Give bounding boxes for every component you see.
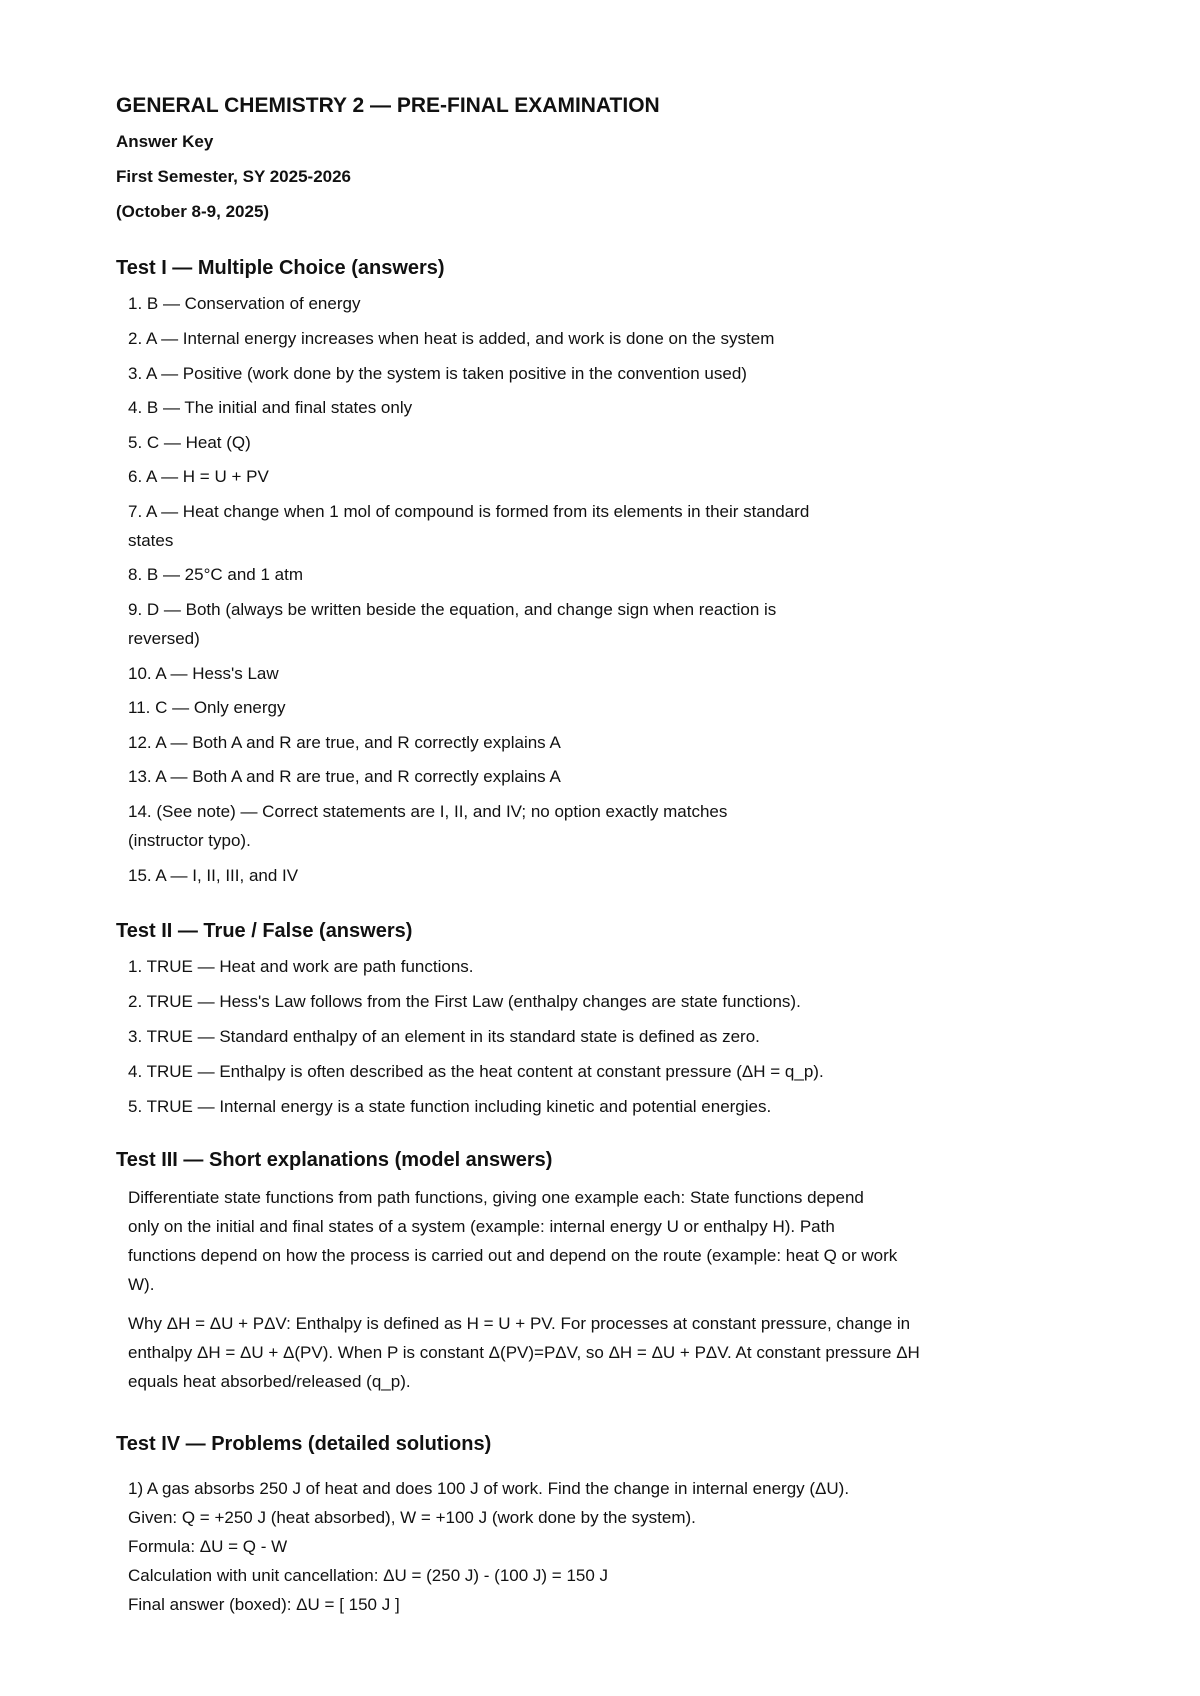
test4-line: Given: Q = +250 J (heat absorbed), W = +100 J (work done by the system). <box>128 1508 696 1527</box>
document-semester: First Semester, SY 2025-2026 <box>116 167 352 186</box>
test3-line: W). <box>128 1275 155 1294</box>
test1-line: 2. A — Internal energy increases when heat is added, and work is done on the system <box>128 329 775 348</box>
test3-line: only on the initial and final states of a system (example: internal energy U or enthalpy H). Path <box>128 1217 835 1236</box>
test1-line: (instructor typo). <box>128 831 251 850</box>
test3-line: Differentiate state functions from path functions, giving one example each: State functions depend <box>128 1188 864 1207</box>
test3-line: functions depend on how the process is carried out and depend on the route (example: heat Q or work <box>128 1246 898 1265</box>
test2-line: 5. TRUE — Internal energy is a state function including kinetic and potential energies. <box>128 1097 772 1116</box>
test2-line: 1. TRUE — Heat and work are path functions. <box>128 957 474 976</box>
test3-line: equals heat absorbed/released (q_p). <box>128 1372 411 1391</box>
test4-line: Final answer (boxed): ΔU = [ 150 J ] <box>128 1595 400 1614</box>
test1-line: 6. A — H = U + PV <box>128 467 269 486</box>
document-subtitle: Answer Key <box>116 132 214 151</box>
test1-line: 15. A — I, II, III, and IV <box>128 866 299 885</box>
test1-line: 9. D — Both (always be written beside the equation, and change sign when reaction is <box>128 600 777 619</box>
test3-heading: Test III — Short explanations (model answers) <box>116 1149 553 1171</box>
test1-line: 8. B — 25°C and 1 atm <box>128 565 303 584</box>
test4-line: Calculation with unit cancellation: ΔU = (250 J) - (100 J) = 150 J <box>128 1566 609 1585</box>
test4-line: Formula: ΔU = Q - W <box>128 1537 288 1556</box>
test1-line: 11. C — Only energy <box>128 698 286 717</box>
test1-heading: Test I — Multiple Choice (answers) <box>116 257 445 279</box>
test1-line: reversed) <box>128 629 200 648</box>
test1-line: 1. B — Conservation of energy <box>128 294 361 313</box>
test1-line: 14. (See note) — Correct statements are I, II, and IV; no option exactly matches <box>128 802 728 821</box>
test1-line: states <box>128 531 174 550</box>
test1-line: 3. A — Positive (work done by the system is taken positive in the convention used) <box>128 364 747 383</box>
test4-line: 1) A gas absorbs 250 J of heat and does 100 J of work. Find the change in internal energy (ΔU). <box>128 1479 850 1498</box>
test2-line: 2. TRUE — Hess's Law follows from the First Law (enthalpy changes are state functions). <box>128 992 801 1011</box>
test4-heading: Test IV — Problems (detailed solutions) <box>116 1433 492 1455</box>
test1-line: 13. A — Both A and R are true, and R correctly explains A <box>128 767 561 786</box>
test1-line: 12. A — Both A and R are true, and R correctly explains A <box>128 733 561 752</box>
test1-line: 5. C — Heat (Q) <box>128 433 251 452</box>
test3-line: enthalpy ΔH = ΔU + Δ(PV). When P is constant Δ(PV)=PΔV, so ΔH = ΔU + PΔV. At constant pressure ΔH <box>128 1343 920 1362</box>
test2-line: 4. TRUE — Enthalpy is often described as the heat content at constant pressure (ΔH = q_p). <box>128 1062 824 1081</box>
test1-line: 4. B — The initial and final states only <box>128 398 413 417</box>
document-dates: (October 8-9, 2025) <box>116 202 270 221</box>
test3-line: Why ΔH = ΔU + PΔV: Enthalpy is defined as H = U + PV. For processes at constant pressure, change in <box>128 1314 911 1333</box>
document-title: GENERAL CHEMISTRY 2 — PRE-FINAL EXAMINATION <box>116 94 660 117</box>
test1-line: 7. A — Heat change when 1 mol of compound is formed from its elements in their standard <box>128 502 810 521</box>
test2-line: 3. TRUE — Standard enthalpy of an element in its standard state is defined as zero. <box>128 1027 760 1046</box>
test1-line: 10. A — Hess's Law <box>128 664 279 683</box>
test2-heading: Test II — True / False (answers) <box>116 920 413 942</box>
